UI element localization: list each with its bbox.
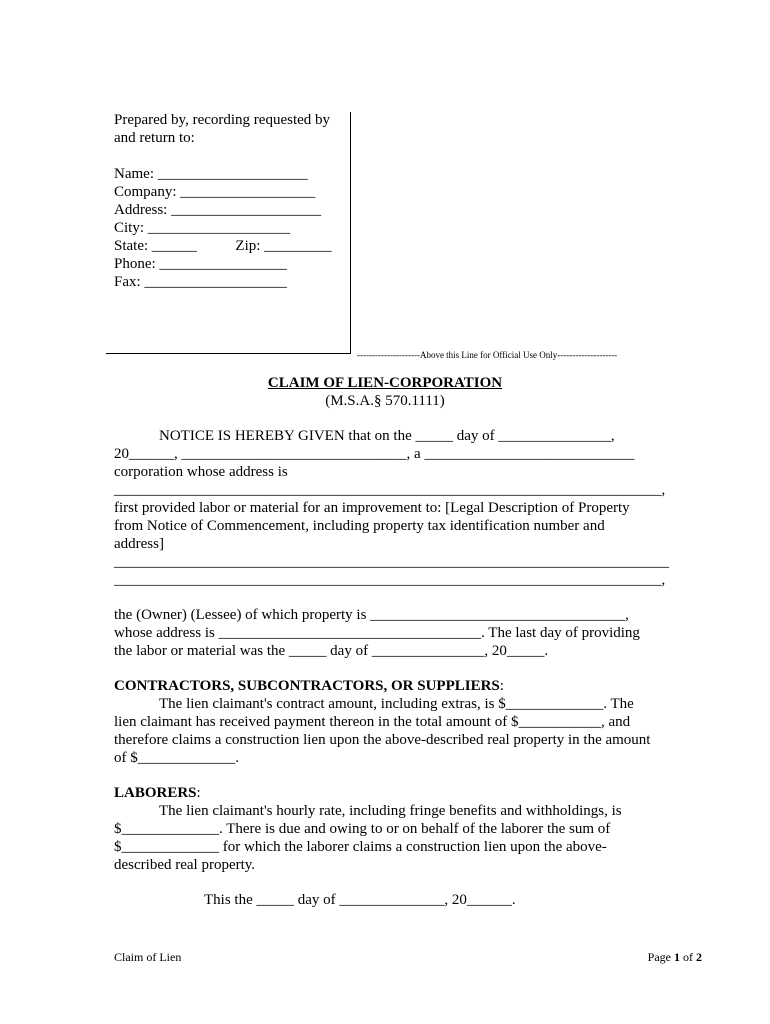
fax-field[interactable]: Fax: ___________________: [114, 274, 287, 290]
state-field[interactable]: State: ______: [114, 238, 197, 254]
footer-label: Claim of Lien: [114, 950, 182, 964]
owner-paragraph: [114, 606, 659, 660]
document-subtitle: (M.S.A.§ 570.1111): [325, 393, 445, 409]
notice-line-2[interactable]: 20______, ______________________________, a ____________________________: [114, 446, 635, 462]
notice-line-4[interactable]: _________________________________________________________________________,: [114, 482, 666, 498]
city-field[interactable]: City: ___________________: [114, 220, 291, 236]
owner-line-2[interactable]: whose address is ___________________________________. The last day of providing: [114, 625, 640, 641]
notice-line-8[interactable]: __________________________________________________________________________: [114, 554, 669, 570]
page-number: [648, 948, 702, 966]
contractors-line-1[interactable]: The lien claimant's contract amount, including extras, is $_____________. The: [159, 696, 634, 712]
document-title: CLAIM OF LIEN-CORPORATION: [267, 375, 503, 391]
contractors-colon: :: [499, 678, 504, 694]
laborers-heading: LABORERS: [114, 785, 197, 801]
contractors-line-4[interactable]: of $_____________.: [114, 750, 239, 766]
notice-line-7: address]: [114, 536, 164, 552]
laborers-colon: :: [196, 785, 201, 801]
page-current: 1: [674, 950, 680, 964]
company-field[interactable]: Company: __________________: [114, 184, 316, 200]
notice-line-6: from Notice of Commencement, including property tax identification number and: [114, 518, 605, 534]
owner-line-1[interactable]: the (Owner) (Lessee) of which property is __________________________________,: [114, 607, 629, 623]
page-prefix: Page: [647, 950, 674, 964]
contractors-line-3: therefore claims a construction lien upon the above-described real property in the amount: [114, 732, 651, 748]
phone-field[interactable]: Phone: _________________: [114, 256, 287, 272]
page-of: of: [680, 950, 696, 964]
dated-line[interactable]: This the _____ day of ______________, 20______.: [204, 892, 516, 908]
contractors-line-2[interactable]: lien claimant has received payment thereon in the total amount of $___________, and: [114, 714, 631, 730]
address-field[interactable]: Address: ____________________: [114, 202, 322, 218]
notice-line-3: corporation whose address is: [114, 464, 288, 480]
name-field[interactable]: Name: ____________________: [114, 166, 308, 182]
contractors-heading: CONTRACTORS, SUBCONTRACTORS, OR SUPPLIERS: [114, 678, 500, 694]
official-use-line: ---------------------Above this Line for Official Use Only--------------------: [357, 350, 618, 360]
prepared-by-block: [114, 111, 350, 291]
contractors-section: [114, 677, 659, 767]
laborers-section: [114, 784, 659, 874]
laborers-line-1: The lien claimant's hourly rate, including fringe benefits and withholdings, is: [159, 803, 622, 819]
notice-line-5: first provided labor or material for an improvement to: [Legal Description of Property: [114, 500, 630, 516]
prepared-heading-2: and return to:: [114, 130, 195, 146]
laborers-line-4: described real property.: [114, 857, 256, 873]
notice-line-9[interactable]: _________________________________________________________________________,: [114, 572, 666, 588]
zip-field[interactable]: Zip: _________: [235, 238, 332, 254]
box-horizontal-rule: [106, 353, 351, 354]
box-vertical-rule: [350, 112, 351, 354]
notice-paragraph: [114, 427, 669, 589]
owner-line-3[interactable]: the labor or material was the _____ day of _______________, 20_____.: [114, 643, 549, 659]
laborers-line-2[interactable]: $_____________. There is due and owing to or on behalf of the laborer the sum of: [114, 821, 611, 837]
laborers-line-3[interactable]: $_____________ for which the laborer claims a construction lien upon the above-: [114, 839, 607, 855]
page-total: 2: [696, 950, 702, 964]
notice-line-1[interactable]: NOTICE IS HEREBY GIVEN that on the _____ day of _______________,: [159, 428, 615, 444]
prepared-heading-1: Prepared by, recording requested by: [114, 112, 331, 128]
